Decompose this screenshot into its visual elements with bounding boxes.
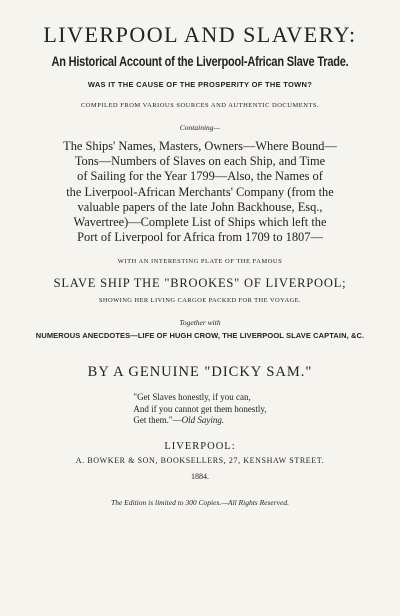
plate-caption: SHOWING HER LIVING CARGOE PACKED FOR THE VOYAGE. <box>98 297 302 305</box>
plate-intro: WITH AN INTERESTING PLATE OF THE FAMOUS <box>117 258 283 266</box>
epigraph-line-last <box>133 415 266 427</box>
contents-line: Port of Liverpool for Africa from 1709 to 1807— <box>77 230 323 245</box>
contents-line: Wavertree)—Complete List of Ships which left the <box>73 215 327 230</box>
anecdotes-line: NUMEROUS ANECDOTES—LIFE OF HUGH CROW, THE LIVERPOOL SLAVE CAPTAIN, &C. <box>35 331 365 341</box>
contents-line: the Liverpool-African Merchants' Company (from the <box>66 184 334 199</box>
epigraph-source: Old Saying. <box>181 415 225 426</box>
contents-line: valuable papers of the late John Backhouse, Esq., <box>77 199 323 214</box>
edition-notice: The Edition is limited to 300 Copies.—All Rights Reserved. <box>111 498 289 508</box>
slave-ship-heading: SLAVE SHIP THE "BROOKES" OF LIVERPOOL; <box>53 276 347 291</box>
epigraph-line: "Get Slaves honestly, if you can, <box>133 392 251 403</box>
publication-place: LIVERPOOL: <box>164 441 236 453</box>
publication-year: 1884. <box>191 472 209 482</box>
publisher-line: A. BOWKER & SON, BOOKSELLERS, 27, KENSHAW STREET. <box>75 456 325 466</box>
author-line: BY A GENUINE "DICKY SAM." <box>87 364 313 381</box>
question-line: WAS IT THE CAUSE OF THE PROSPERITY OF THE TOWN? <box>87 80 313 89</box>
contents-line: Tons—Numbers of Slaves on each Ship, and Time <box>74 154 326 169</box>
containing-label: Containing— <box>179 123 221 132</box>
book-title: LIVERPOOL AND SLAVERY: <box>43 22 357 47</box>
contents-line: of Sailing for the Year 1799—Also, the Names of <box>77 169 323 184</box>
together-label: Together with <box>179 318 221 328</box>
epigraph-text: Get them."— <box>133 415 182 426</box>
book-subtitle: An Historical Account of the Liverpool-African Slave Trade. <box>51 54 349 70</box>
epigraph <box>133 392 266 427</box>
contents-description <box>16 139 384 245</box>
compiled-line: COMPILED FROM VARIOUS SOURCES AND AUTHENTIC DOCUMENTS. <box>80 102 320 109</box>
contents-line: The Ships' Names, Masters, Owners—Where Bound— <box>63 139 337 153</box>
epigraph-line: And if you cannot get them honestly, <box>133 403 267 414</box>
